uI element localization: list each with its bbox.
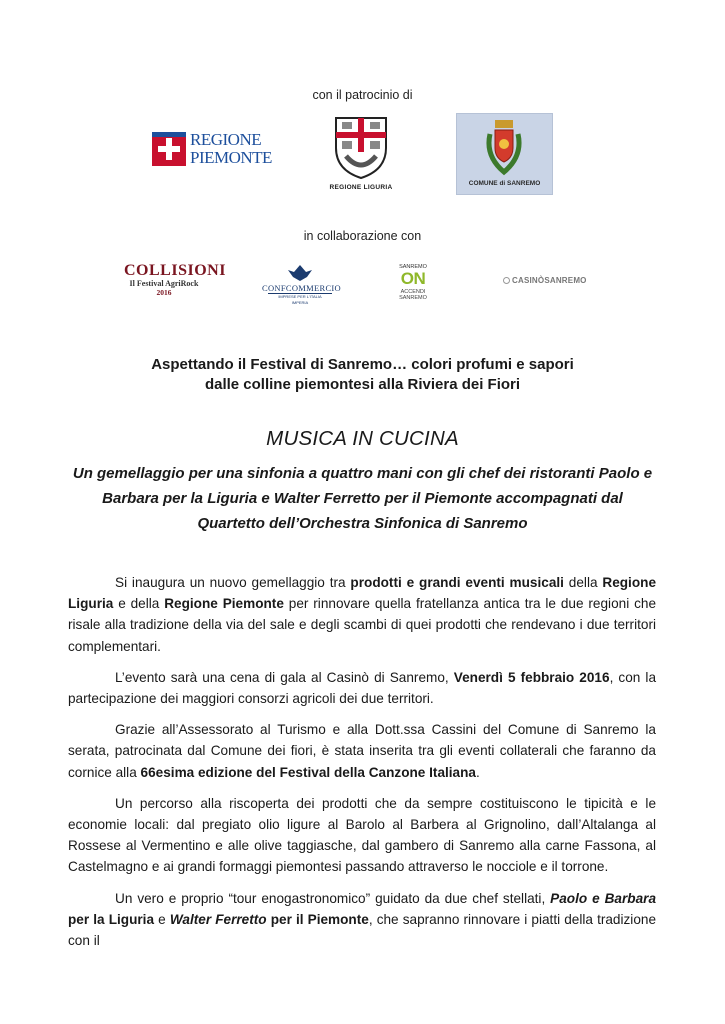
paragraph-2: [68, 667, 656, 709]
p5-text-d: e: [154, 911, 170, 927]
p5-bold-liguria: per la Liguria: [68, 911, 155, 927]
regione-liguria-logo: [328, 112, 394, 194]
sanremo-on-top: SANREMO: [399, 264, 427, 270]
p5-text-g: , che sapranno rinnovare i piatti della tradizione con il: [68, 911, 657, 949]
comune-sanremo-logo: [456, 113, 553, 195]
lead-line-3: Quartetto dell’Orchestra Sinfonica di Sanremo: [197, 515, 528, 532]
p3-bold-festival: 66esima edizione del Festival della Canzone Italiana: [140, 764, 476, 780]
casino-circle-icon: [503, 277, 510, 284]
collisioni-logo-subtitle: Il Festival AgriRock: [129, 279, 199, 288]
p5-bold-paolo-barbara: Paolo e Barbara: [550, 890, 656, 906]
lead-line-1: Un gemellaggio per una sinfonia a quattro mani con gli chef dei ristoranti Paolo e: [72, 465, 653, 482]
p4-text-a: Un percorso alla riscoperta dei prodotti che da sempre costituiscono le tipicità e le economie locali: dal pregiato olio ligure al Barolo al Barbera al Grignolino, dall’Altalanga al Rossese al Vermentino e alle olive taggiasche, dal gambero di Sanremo alla carne Fassona, al Castelmagno e ai grandi formaggi piemontesi passando attraverso le nocciole e il torrone.: [68, 795, 656, 875]
p1-text-g: per rinnovare quella fratellanza antica tra le due regioni che risale alla tradizione della via del sale e degli scambi di quei prodotti che rendevano i due territori complementari.: [68, 596, 656, 654]
p2-bold-date: Venerdì 5 febbraio 2016: [453, 669, 610, 685]
sanremo-logo-label: COMUNE di SANREMO: [468, 180, 541, 187]
p3-text-c: .: [475, 764, 480, 780]
paragraph-1: [68, 572, 656, 657]
subtitle-line-1: Aspettando il Festival di Sanremo… colori profumi e sapori: [151, 356, 574, 373]
sanremo-on-mark: ON: [400, 269, 426, 288]
p1-bold-events: prodotti e grandi eventi musicali: [350, 575, 564, 590]
collaboration-caption: in collaborazione con: [303, 229, 422, 243]
patronage-caption: con il patrocinio di: [312, 88, 413, 102]
p5-bold-piemonte: per il Piemonte: [266, 911, 369, 927]
confcommercio-logo-subtitle: IMPRESE PER L'ITALIA: [278, 294, 322, 299]
sanremo-crest-icon: [457, 114, 552, 178]
lead-line-2: Barbara per la Liguria e Walter Ferretto per il Piemonte accompagnati dal: [102, 490, 623, 507]
liguria-logo-label: REGIONE LIGURIA: [329, 184, 393, 191]
paragraph-5: [68, 888, 656, 952]
sanremo-on-bottom: [391, 289, 435, 301]
p1-text-c: della: [563, 575, 603, 590]
p2-text-c: , con la partecipazione dei maggiori consorzi agricoli dei due territori.: [68, 669, 657, 707]
piemonte-logo-text-2: PIEMONTE: [190, 148, 272, 167]
p1-bold-piemonte: Regione Piemonte: [164, 596, 284, 612]
confcommercio-logo-city: IMPERIA: [291, 300, 309, 305]
casino-sanremo-logo: [502, 275, 590, 289]
p2-text-a: L’evento sarà una cena di gala al Casinò di Sanremo,: [115, 669, 454, 685]
confcommercio-logo-title: CONFCOMMERCIO: [262, 283, 341, 293]
liguria-shield-icon: [328, 112, 394, 184]
page-title: MUSICA IN CUCINA: [266, 427, 459, 450]
body-text: [68, 572, 656, 961]
paragraph-4: [68, 793, 656, 878]
regione-piemonte-logo: [152, 130, 272, 168]
p1-text-e: e della: [113, 596, 165, 612]
p1-bold-liguria: Regione Liguria: [68, 575, 656, 612]
collisioni-logo: [124, 262, 226, 302]
subtitle-line-2: dalle colline piemontesi alla Riviera dei Fiori: [204, 376, 521, 393]
paragraph-3: [68, 719, 656, 783]
collisioni-logo-year: 2016: [156, 288, 172, 297]
piemonte-logo-text-1: REGIONE: [190, 130, 262, 149]
sanremo-on-bottom-1: ACCENDI: [400, 289, 426, 295]
piemonte-flag-icon: [152, 132, 186, 166]
p3-text-a: Grazie all’Assessorato al Turismo e alla Dott.ssa Cassini del Comune di Sanremo la serata, patrocinata dal Comune dei fiori, è stata inserita tra gli eventi collaterali che faranno da cornice alla: [68, 722, 656, 780]
sanremo-on-bottom-2: SANREMO: [399, 295, 427, 301]
confcommercio-logo: [262, 264, 341, 306]
sanremo-on-logo: [391, 264, 435, 306]
p5-text-a: Un vero e proprio “tour enogastronomico” guidato da due chef stellati,: [115, 890, 551, 906]
p5-bold-walter: Walter Ferretto: [169, 911, 267, 927]
p1-text-a: Si inaugura un nuovo gemellaggio tra: [115, 575, 351, 590]
confcommercio-eagle-icon: [262, 264, 338, 282]
casino-logo-text: CASINÒSANREMO: [512, 276, 587, 285]
collisioni-logo-title: COLLISIONI: [124, 262, 226, 279]
